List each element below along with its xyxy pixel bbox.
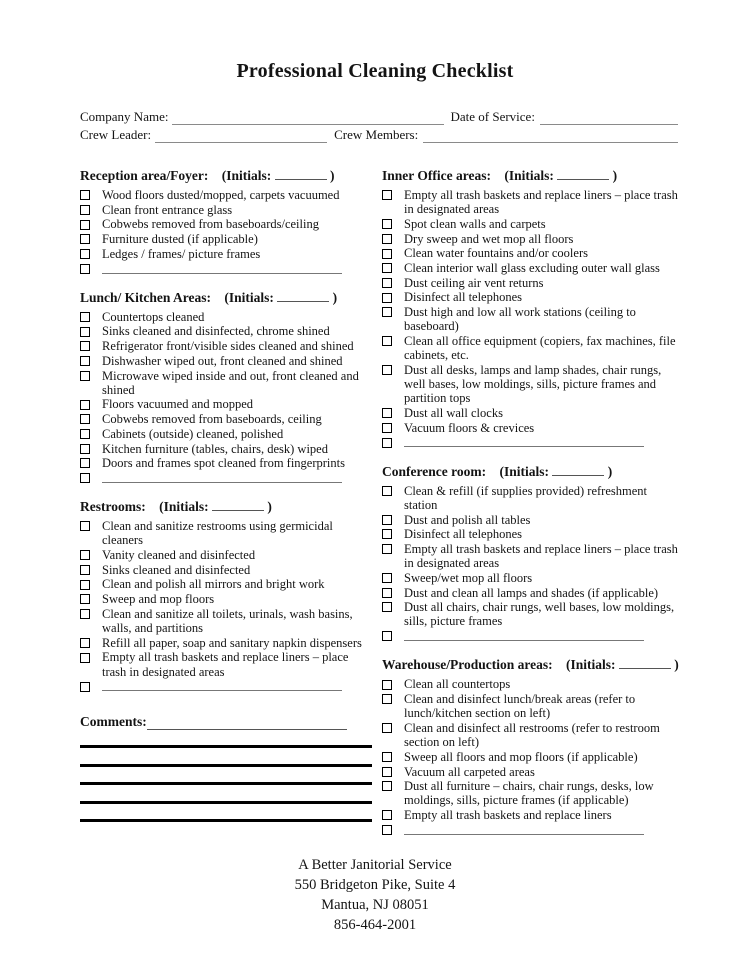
left-column [80,168,372,851]
checkbox-icon[interactable] [382,544,392,554]
checkbox-icon[interactable] [80,205,90,215]
footer-company-name: A Better Janitorial Service [298,857,452,873]
checkbox-icon[interactable] [80,190,90,200]
crew-leader-label: Crew Leader: [80,127,152,142]
footer-street-address: 550 Bridgeton Pike, Suite 4 [294,877,456,893]
item-text: Refrigerator front/visible sides cleaned and shined [102,339,354,354]
comments-block [80,714,372,823]
blank-write-in-line[interactable] [404,629,644,641]
checklist-item [382,484,680,512]
comments-rule-line[interactable] [80,745,372,748]
checkbox-icon[interactable] [382,752,392,762]
initials-blank-field[interactable] [275,168,327,180]
checklist-blank-item [382,823,680,835]
initials-close-paren: ) [607,463,613,479]
item-text: Clean and disinfect all restrooms (refer to restroom section on left) [404,720,660,750]
initials-blank-field[interactable] [557,168,609,180]
section-title: Lunch/ Kitchen Areas: [80,289,212,305]
checkbox-icon[interactable] [80,312,90,322]
checkbox-icon[interactable] [382,825,392,835]
checkbox-icon[interactable] [382,694,392,704]
checklist-item [80,607,372,635]
checklist-item [382,406,680,420]
initials-blank-field[interactable] [619,657,671,669]
initials-close-paren: ) [612,168,618,183]
item-text: Clean & refill (if supplies provided) refreshment station [404,483,647,512]
section-items [80,188,372,274]
checklist-section [382,464,680,642]
checkbox-icon[interactable] [80,473,90,483]
comments-label: Comments: [80,713,147,729]
initials-label: (Initials: [224,289,274,305]
checklist-section [382,657,680,835]
item-text: Empty all trash baskets and replace liners – place trash in designated areas [404,188,678,217]
checklist-item [382,276,680,290]
checklist-item [382,261,680,275]
checkbox-icon[interactable] [382,234,392,244]
item-text: Ledges / frames/ picture frames [102,246,261,261]
item-text: Clean and polish all mirrors and bright work [102,577,325,592]
section-items [80,519,372,691]
checklist-blank-item [80,471,372,483]
checklist-item [80,563,372,577]
initials-close-paren: ) [674,657,679,673]
checkbox-icon[interactable] [80,565,90,575]
checklist-item [382,692,680,720]
checklist-item [382,600,680,628]
item-text: Sinks cleaned and disinfected, chrome shined [102,324,330,339]
checkbox-icon[interactable] [382,631,392,641]
item-text: Sinks cleaned and disinfected [102,562,251,577]
checklist-item [80,324,372,338]
item-text: Dust high and low all work stations (ceiling to baseboard) [404,305,636,334]
crew-members-field[interactable] [423,129,678,143]
checklist-item [382,677,680,691]
item-text: Sweep all floors and mop floors (if applicable) [404,749,638,764]
company-name-field[interactable] [172,111,444,125]
checkbox-icon[interactable] [80,356,90,366]
initials-label: (Initials: [504,168,554,183]
checkbox-icon[interactable] [382,278,392,288]
item-text: Empty all trash baskets and replace liners [404,808,612,823]
checklist-blank-item [382,435,680,447]
checkbox-icon[interactable] [80,638,90,648]
date-of-service-field[interactable] [540,111,678,125]
checklist-item [382,217,680,231]
item-text: Vacuum floors & crevices [404,420,535,435]
checklist-section [80,290,372,483]
checklist-item [80,339,372,353]
initials-blank-field[interactable] [277,290,329,302]
checklist-item [382,232,680,246]
comments-rule-line[interactable] [80,801,372,804]
checklist-item [80,442,372,456]
item-text: Empty all trash baskets and replace liners – place trash in designated areas [102,650,349,679]
header-form [80,107,678,143]
checklist-item [382,808,680,822]
blank-write-in-line[interactable] [102,471,342,483]
checkbox-icon[interactable] [80,371,90,381]
item-text: Empty all trash baskets and replace liners – place trash in designated areas [404,541,678,571]
checklist-item [80,397,372,411]
checklist-item [382,571,680,585]
item-text: Clean and sanitize restrooms using germicidal cleaners [102,519,333,548]
company-name-label: Company Name: [80,109,169,124]
form-row-1 [80,107,678,125]
form-row-2 [80,125,678,143]
checklist-item [382,542,680,570]
comments-rule-line[interactable] [80,819,372,822]
checkbox-icon[interactable] [80,444,90,454]
item-text: Vacuum all carpeted areas [404,764,535,779]
checkbox-icon[interactable] [80,264,90,274]
item-text: Cabinets (outside) cleaned, polished [102,426,284,441]
checkbox-icon[interactable] [80,327,90,337]
checklist-section [80,499,372,691]
item-text: Clean and sanitize all toilets, urinals, wash basins, walls, and partitions [102,606,353,636]
item-text: Vanity cleaned and disinfected [102,548,256,563]
blank-write-in-line[interactable] [102,262,342,274]
checklist-item [80,427,372,441]
initials-label: (Initials: [566,657,616,673]
checkbox-icon[interactable] [382,365,392,375]
crew-leader-field[interactable] [155,129,327,143]
section-items [80,310,372,483]
checklist-item [382,586,680,600]
checklist-item [382,779,680,807]
item-text: Dust and polish all tables [404,512,531,527]
checklist-item [80,548,372,562]
footer-phone: 856-464-2001 [333,917,417,933]
item-text: Cobwebs removed from baseboards/ceiling [102,217,319,232]
item-text: Clean interior wall glass excluding outer wall glass [404,261,660,276]
checkbox-icon[interactable] [382,588,392,598]
checklist-item [80,636,372,650]
item-text: Dry sweep and wet mop all floors [404,231,574,246]
item-text: Countertops cleaned [102,309,205,324]
checkbox-icon[interactable] [80,682,90,692]
checkbox-icon[interactable] [80,220,90,230]
checklist-item [382,721,680,749]
checkbox-icon[interactable] [80,429,90,439]
checkbox-icon[interactable] [382,767,392,777]
checkbox-icon[interactable] [382,423,392,433]
section-title: Reception area/Foyer: [80,168,209,183]
checklist-item [382,363,680,406]
item-text: Dust all furniture – chairs, chair rungs, desks, low moldings, sills, picture frames (if applicable) [404,779,654,808]
checklist-item [80,217,372,231]
checkbox-icon[interactable] [382,438,392,448]
item-text: Dishwasher wiped out, front cleaned and shined [102,353,343,368]
checklist-item [80,232,372,246]
item-text: Dust all chairs, chair rungs, well bases, low moldings, sills, picture frames [404,600,675,629]
section-header [382,657,680,673]
item-text: Dust and clean all lamps and shades (if applicable) [404,585,659,600]
checkbox-icon[interactable] [382,307,392,317]
checklist-item [382,305,680,333]
checklist-item [382,290,680,304]
checkbox-icon[interactable] [382,219,392,229]
checkbox-icon[interactable] [382,515,392,525]
blank-write-in-line[interactable] [102,679,342,691]
section-items [382,677,680,835]
initials-blank-field[interactable] [212,499,264,511]
item-text: Clean front entrance glass [102,202,233,217]
checkbox-icon[interactable] [382,293,392,303]
initials-blank-field[interactable] [552,464,604,476]
blank-write-in-line[interactable] [404,435,644,447]
item-text: Cobwebs removed from baseboards, ceiling [102,412,322,427]
checklist-item [382,246,680,260]
item-text: Clean and disinfect lunch/break areas (refer to lunch/kitchen section on left) [404,692,636,721]
item-text: Doors and frames spot cleaned from fingerprints [102,456,345,471]
section-title: Restrooms: [80,499,146,515]
section-title: Warehouse/Production areas: [382,657,553,673]
checklist-blank-item [80,679,372,691]
checkbox-icon[interactable] [382,810,392,820]
checkbox-icon[interactable] [382,336,392,346]
item-text: Sweep and mop floors [102,592,215,607]
checkbox-icon[interactable] [80,234,90,244]
footer-city-state-zip: Mantua, NJ 08051 [321,897,429,913]
item-text: Dust all wall clocks [404,406,503,421]
checklist-item [80,456,372,470]
item-text: Furniture dusted (if applicable) [102,232,258,247]
checkbox-icon[interactable] [382,723,392,733]
item-text: Spot clean walls and carpets [404,216,546,231]
checkbox-icon[interactable] [382,781,392,791]
checkbox-icon[interactable] [80,609,90,619]
checklist-item [382,527,680,541]
section-title: Inner Office areas: [382,168,491,183]
section-header [80,290,372,306]
checklist-item [80,577,372,591]
checkbox-icon[interactable] [382,602,392,612]
date-of-service-label: Date of Service: [450,109,535,124]
checklist-columns [80,168,680,851]
checkbox-icon[interactable] [80,341,90,351]
checkbox-icon[interactable] [80,249,90,259]
checkbox-icon[interactable] [382,573,392,583]
item-text: Microwave wiped inside and out, front cleaned and shined [102,368,359,397]
checkbox-icon[interactable] [80,580,90,590]
checkbox-icon[interactable] [80,458,90,468]
checkbox-icon[interactable] [382,680,392,690]
checkbox-icon[interactable] [80,414,90,424]
comments-rule-line[interactable] [80,764,372,767]
section-header [382,168,680,184]
checkbox-icon[interactable] [382,486,392,496]
section-title: Conference room: [382,463,487,479]
item-text: Clean water fountains and/or coolers [404,246,588,261]
crew-members-label: Crew Members: [334,127,419,142]
checkbox-icon[interactable] [382,263,392,273]
comments-header [80,714,372,730]
item-text: Wood floors dusted/mopped, carpets vacuumed [102,188,340,202]
item-text: Clean all office equipment (copiers, fax machines, file cabinets, etc. [404,334,676,363]
initials-close-paren: ) [332,289,338,305]
checklist-item [80,592,372,606]
checklist-item [80,412,372,426]
footer-contact-block [0,855,750,935]
item-text: Floors vacuumed and mopped [102,397,254,412]
initials-label: (Initials: [159,499,209,515]
checklist-item [80,188,372,202]
checkbox-icon[interactable] [80,550,90,560]
page-title: Professional Cleaning Checklist [236,60,514,82]
section-items [382,484,680,642]
checklist-item [382,750,680,764]
checklist-item [80,650,372,678]
checklist-item [80,519,372,547]
checklist-item [80,203,372,217]
item-text: Clean all countertops [404,677,511,692]
checkbox-icon[interactable] [80,521,90,531]
initials-label: (Initials: [499,463,549,479]
checklist-item [382,188,680,216]
comments-rules [80,745,372,822]
section-header [80,499,372,515]
initials-label: (Initials: [221,168,272,183]
checkbox-icon[interactable] [382,249,392,259]
comments-write-in-line[interactable] [147,717,347,730]
checklist-item [80,354,372,368]
section-header [382,464,680,480]
checklist-item [382,421,680,435]
blank-write-in-line[interactable] [404,823,644,835]
section-header [80,168,372,184]
checkbox-icon[interactable] [80,594,90,604]
checkbox-icon[interactable] [382,529,392,539]
initials-close-paren: ) [267,499,272,515]
checklist-section [80,168,372,274]
checklist-item [382,513,680,527]
item-text: Disinfect all telephones [404,527,523,542]
checklist-item [80,310,372,324]
checkbox-icon[interactable] [382,408,392,418]
section-items [382,188,680,448]
checkbox-icon[interactable] [80,653,90,663]
initials-close-paren: ) [329,168,335,183]
right-column [382,168,680,851]
checkbox-icon[interactable] [382,190,392,200]
checklist-item [382,334,680,362]
item-text: Dust all desks, lamps and lamp shades, chair rungs, well bases, low moldings, sills, picture frames and partition tops [404,362,662,406]
checklist-item [80,369,372,397]
item-text: Dust ceiling air vent returns [404,275,544,290]
item-text: Disinfect all telephones [404,290,523,305]
checklist-section [382,168,680,448]
checkbox-icon[interactable] [80,400,90,410]
item-text: Kitchen furniture (tables, chairs, desk) wiped [102,441,328,456]
checklist-item [382,765,680,779]
checklist-item [80,247,372,261]
item-text: Sweep/wet mop all floors [404,570,533,585]
comments-rule-line[interactable] [80,782,372,785]
item-text: Refill all paper, soap and sanitary napkin dispensers [102,635,362,650]
checklist-blank-item [80,262,372,274]
checklist-blank-item [382,629,680,641]
